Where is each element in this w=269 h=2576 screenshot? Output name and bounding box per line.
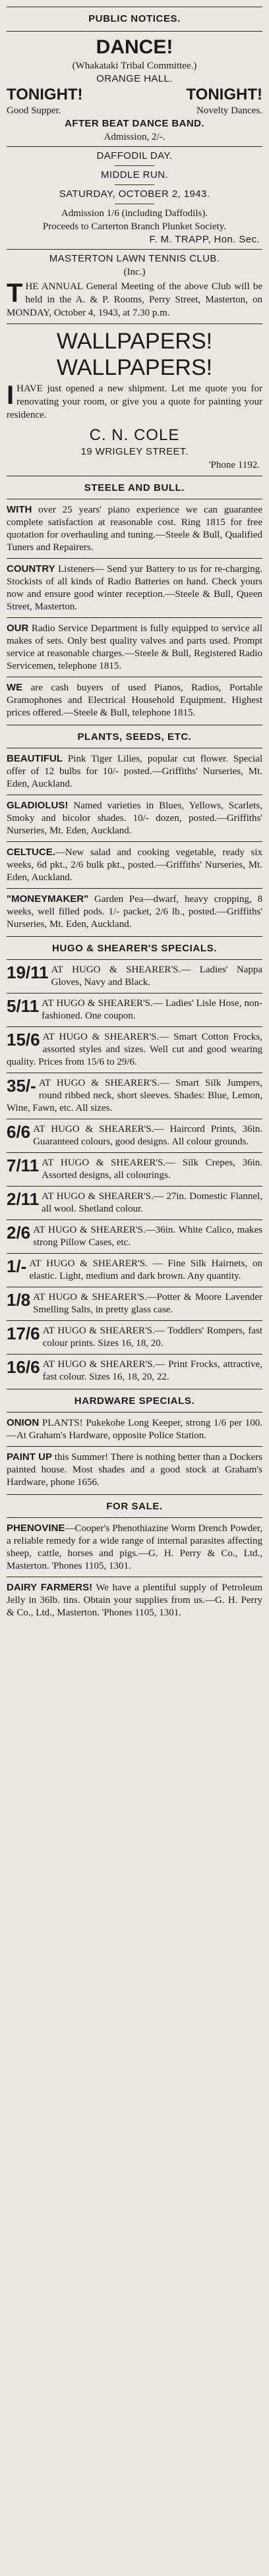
ad-lead: ONION xyxy=(7,1417,40,1428)
classified-ad xyxy=(7,1449,262,1490)
ad-divider xyxy=(7,888,262,889)
ad-price: 17/6 xyxy=(7,1324,40,1343)
ad-divider xyxy=(7,1354,262,1355)
dance-extras-row xyxy=(7,104,262,117)
tennis-notice xyxy=(7,252,262,320)
ad-divider xyxy=(7,558,262,559)
wallpapers-title-1: WALLPAPERS! xyxy=(56,329,213,354)
ad-divider xyxy=(7,1320,262,1321)
classified-ad xyxy=(7,1521,262,1574)
ad-body: Garden Pea—dwarf, heavy cropping, 8 weeks, well filled pods. 1/- packet, 2/6 lb., posted.—Griffiths' Nurseries, Mt. Eden, Auckland. xyxy=(7,894,262,930)
public-notices-header: PUBLIC NOTICES. xyxy=(88,13,181,24)
ad-divider xyxy=(7,993,262,994)
ad-lead: WITH xyxy=(7,504,32,515)
dance-title: DANCE! xyxy=(96,36,173,58)
dance-tonight-row xyxy=(7,86,262,104)
ad-body: AT HUGO & SHEARER'S.— Ladies' Nappa Gloves, Navy and Black. xyxy=(51,965,262,988)
price-ad xyxy=(7,1357,262,1385)
ad-lead: COUNTRY xyxy=(7,563,55,574)
dance-admission: Admission, 2/-. xyxy=(104,132,165,142)
price-ad xyxy=(7,963,262,990)
dance-notice xyxy=(7,36,262,144)
ad-lead: DAIRY FARMERS! xyxy=(7,1582,93,1593)
hugo-header: HUGO & SHEARER'S SPECIALS. xyxy=(51,943,218,954)
short-rule xyxy=(115,184,154,185)
ad-price: 2/6 xyxy=(7,1223,31,1243)
wallpapers-name: C. N. COLE xyxy=(89,426,180,444)
daffodil-title: DAFFODIL DAY. xyxy=(96,150,173,161)
wallpapers-body-block xyxy=(7,382,262,422)
classified-ad xyxy=(7,502,262,555)
ad-body: PLANTS! Pukekohe Long Keeper, strong 1/6 per 100.—At Graham's Hardware, opposite Police Station. xyxy=(7,1418,262,1441)
ad-price: 35/- xyxy=(7,1076,36,1096)
tennis-inc: (Inc.) xyxy=(123,267,146,277)
divider xyxy=(7,249,262,250)
ad-divider xyxy=(7,1186,262,1187)
ad-divider xyxy=(7,841,262,842)
ad-lead: GLADIOLUS! xyxy=(7,800,69,811)
classified-ad xyxy=(7,680,262,721)
classified-ad xyxy=(7,1580,262,1621)
ad-body: AT HUGO & SHEARER'S.—Potter & Moore Lavender Smelling Salts, in pretty glass case. xyxy=(33,1292,262,1315)
ad-body: —New salad and cooking vegetable, ready six weeks, 6d pkt., 2/6 bulk pkt., posted.—Griffiths' Nurseries, Mt. Eden, Auckland. xyxy=(7,847,262,883)
steele-ads xyxy=(7,502,262,721)
daffodil-subtitle: MIDDLE RUN. xyxy=(101,169,168,181)
wallpapers-address: 19 WRIGLEY STREET. xyxy=(80,446,189,457)
price-ad xyxy=(7,1076,262,1116)
daffodil-admission: Admission 1/6 (including Daffodils). xyxy=(61,208,208,219)
plants-header: PLANTS, SEEDS, ETC. xyxy=(77,731,192,742)
short-rule xyxy=(115,165,154,166)
ad-price: 15/6 xyxy=(7,1030,40,1050)
ad-lead: WE xyxy=(7,682,23,693)
ad-divider xyxy=(7,1219,262,1220)
plants-ads xyxy=(7,751,262,932)
classified-ad xyxy=(7,1415,262,1443)
ad-body: over 25 years' piano experience we can guarantee complete satisfaction at reasonable cost. Ring 1815 for free quotation for overhauling and tuning.—Steele & Bull, Qualified Tuners and Repairers. xyxy=(7,505,262,553)
ad-lead: BEAUTIFUL xyxy=(7,753,63,764)
classified-ad xyxy=(7,621,262,674)
ad-body: this Summer! There is nothing better than a Dockers painted house. Most shades and a good stock at Graham's Hardware, phone 1656. xyxy=(7,1452,262,1488)
daffodil-notice xyxy=(7,150,262,246)
hugo-ads xyxy=(7,963,262,1385)
ad-body: Radio Service Department is fully equipped to service all makes of sets. Only best quality valves and parts used. Prompt service at reasonable charges.—Steele & Bull, Registered Radio Servicemen, telephone 1815. xyxy=(7,623,262,671)
divider xyxy=(7,1412,262,1413)
ad-price: 2/11 xyxy=(7,1189,40,1209)
divider xyxy=(7,959,262,960)
good-supper: Good Supper. xyxy=(7,105,61,116)
ad-divider xyxy=(7,1026,262,1027)
tennis-title: MASTERTON LAWN TENNIS CLUB. xyxy=(49,253,220,264)
ad-body: AT HUGO & SHEARER'S.—36in. White Calico, makes strong Pillow Cases, etc. xyxy=(33,1225,262,1248)
divider xyxy=(7,146,262,147)
tennis-body: HE ANNUAL General Meeting of the above Club will be held in the A. & P. Rooms, Perry Street, Masterton, on MONDAY, October 4, 1943, at 7.30 p.m. xyxy=(7,281,262,318)
ad-body: AT HUGO & SHEARER'S.— 27in. Domestic Flannel, all wool. Shetland colour. xyxy=(42,1191,262,1214)
ad-body: AT HUGO & SHEARER'S.— Smart Cotton Frocks, assorted styles and sizes. Well cut and good wearing quality. Prices from 15/6 to 29/6. xyxy=(7,1032,262,1067)
ad-lead: PHENOVINE xyxy=(7,1523,65,1534)
ad-body: —Cooper's Phenothiazine Worm Drench Powder, a reliable remedy for a wide range of internal parasites affecting sheep, cattle, horses and pigs.—G. H. Perry & Co., Ltd., Masterton. 'Phones 1105, 1301. xyxy=(7,1523,262,1571)
ad-divider xyxy=(7,617,262,618)
classified-ad xyxy=(7,798,262,839)
divider xyxy=(7,323,262,324)
price-ad xyxy=(7,1122,262,1150)
price-ad xyxy=(7,1256,262,1284)
ad-body: We have a plentiful supply of Petroleum Jelly in 36lb. tins. Obtain your supplies from us.—G. H. Perry & Co., Ltd., Masterton. 'Phones 1105, 1301. xyxy=(7,1582,262,1618)
divider xyxy=(7,1494,262,1495)
ad-body: Listeners— Send yur Battery to us for re-charging. Stockists of all kinds of Radio Batteries on hand. Check yours now and ensure good winter reception.—Steele & Bull, Queen Street, Masterton. xyxy=(7,564,262,612)
divider xyxy=(7,31,262,32)
ad-body: are cash buyers of used Pianos, Radios, Portable Gramophones and Electrical Household Equipment. Highest prices offered.—Steele & Bull, telephone 1815. xyxy=(7,683,262,718)
tennis-body-block xyxy=(7,280,262,320)
daffodil-signed: F. M. TRAPP, Hon. Sec. xyxy=(149,234,260,245)
ad-body: AT HUGO & SHEARER'S. — Fine Silk Hairnets, on elastic. Light, medium and dark brown. Any quantity. xyxy=(29,1258,262,1281)
price-ad xyxy=(7,1189,262,1217)
classified-ad xyxy=(7,561,262,615)
price-ad xyxy=(7,1223,262,1250)
price-ad xyxy=(7,996,262,1024)
price-ad xyxy=(7,1324,262,1351)
ad-divider xyxy=(7,1446,262,1447)
ad-lead: CELTUCE. xyxy=(7,847,55,858)
ad-body: AT HUGO & SHEARER'S.— Silk Crepes, 36in. Assorted designs, all colourings. xyxy=(42,1158,262,1181)
ad-lead: OUR xyxy=(7,623,29,634)
divider xyxy=(7,936,262,937)
ad-price: 16/6 xyxy=(7,1357,40,1377)
ad-price: 1/8 xyxy=(7,1290,31,1310)
ad-body: AT HUGO & SHEARER'S.— Print Frocks, attractive, fast colour. Sizes 16, 18, 20, 22. xyxy=(42,1359,262,1382)
price-ad xyxy=(7,1290,262,1318)
wallpapers-phone: 'Phone 1192. xyxy=(208,460,260,470)
tonight-left: TONIGHT! xyxy=(7,86,83,103)
classified-ad xyxy=(7,751,262,792)
dance-venue: ORANGE HALL. xyxy=(96,73,173,84)
ad-price: 6/6 xyxy=(7,1122,31,1142)
dance-committee: (Whakataki Tribal Committee.) xyxy=(72,61,197,71)
classified-ad xyxy=(7,845,262,885)
ad-body: Pink Tiger Lilies, popular cut flower. Special offer of 12 bulbs for 10/- posted.—Griffiths' Nurseries, Mt. Eden, Auckland. xyxy=(7,754,262,789)
ad-body: AT HUGO & SHEARER'S.— Ladies' Lisle Hose, non-fashioned. One coupon. xyxy=(42,998,262,1021)
steele-header: STEELE AND BULL. xyxy=(84,482,185,493)
ad-lead: PAINT UP xyxy=(7,1451,52,1463)
daffodil-proceeds: Proceeds to Carterton Branch Plunket Society. xyxy=(42,221,227,232)
price-ad xyxy=(7,1156,262,1183)
daffodil-date: SATURDAY, OCTOBER 2, 1943. xyxy=(59,188,210,200)
wallpapers-ad xyxy=(7,328,262,472)
ad-price: 5/11 xyxy=(7,996,40,1016)
for-sale-header: FOR SALE. xyxy=(106,1501,163,1512)
wallpapers-body: HAVE just opened a new shipment. Let me quote you for renovating your room, or give you a quote for painting your residence. xyxy=(7,383,262,420)
novelty-dances: Novelty Dances. xyxy=(196,105,262,116)
classified-ad xyxy=(7,891,262,932)
ad-body: AT HUGO & SHEARER'S.— Toddlers' Rompers, fast colour prints. Sizes 16, 18, 20. xyxy=(42,1326,262,1349)
tennis-dropcap: T xyxy=(7,279,23,308)
ad-divider xyxy=(7,1152,262,1153)
tonight-right: TONIGHT! xyxy=(186,86,262,103)
ad-body: AT HUGO & SHEARER'S.— Smart Silk Jumpers, round ribbed neck, short sleeves. Shades: Blue, Lemon, Wine, Fawn, etc. All sizes. xyxy=(7,1078,262,1113)
ad-lead: "MONEYMAKER" xyxy=(7,893,89,905)
hardware-ads xyxy=(7,1415,262,1490)
ad-price: 1/- xyxy=(7,1256,27,1276)
ad-divider xyxy=(7,1253,262,1254)
ad-body: Named varieties in Blues, Yellows, Scarlets, Smoky and bicolor shades. 10/- dozen, posted.—Griffiths' Nurseries, Mt. Eden, Auckland. xyxy=(7,800,262,836)
price-ad xyxy=(7,1030,262,1070)
dance-band: AFTER BEAT DANCE BAND. xyxy=(65,118,204,129)
ad-price: 19/11 xyxy=(7,963,49,982)
divider xyxy=(7,1517,262,1518)
hardware-header: HARDWARE SPECIALS. xyxy=(74,1395,195,1407)
ad-body: AT HUGO & SHEARER'S.— Haircord Prints, 36in. Guaranteed colours, good designs. All colour grounds. xyxy=(33,1124,262,1147)
wallpapers-dropcap: I xyxy=(7,381,15,410)
wallpapers-title-2: WALLPAPERS! xyxy=(56,355,213,380)
ad-price: 7/11 xyxy=(7,1156,40,1175)
for-sale-ads xyxy=(7,1521,262,1621)
